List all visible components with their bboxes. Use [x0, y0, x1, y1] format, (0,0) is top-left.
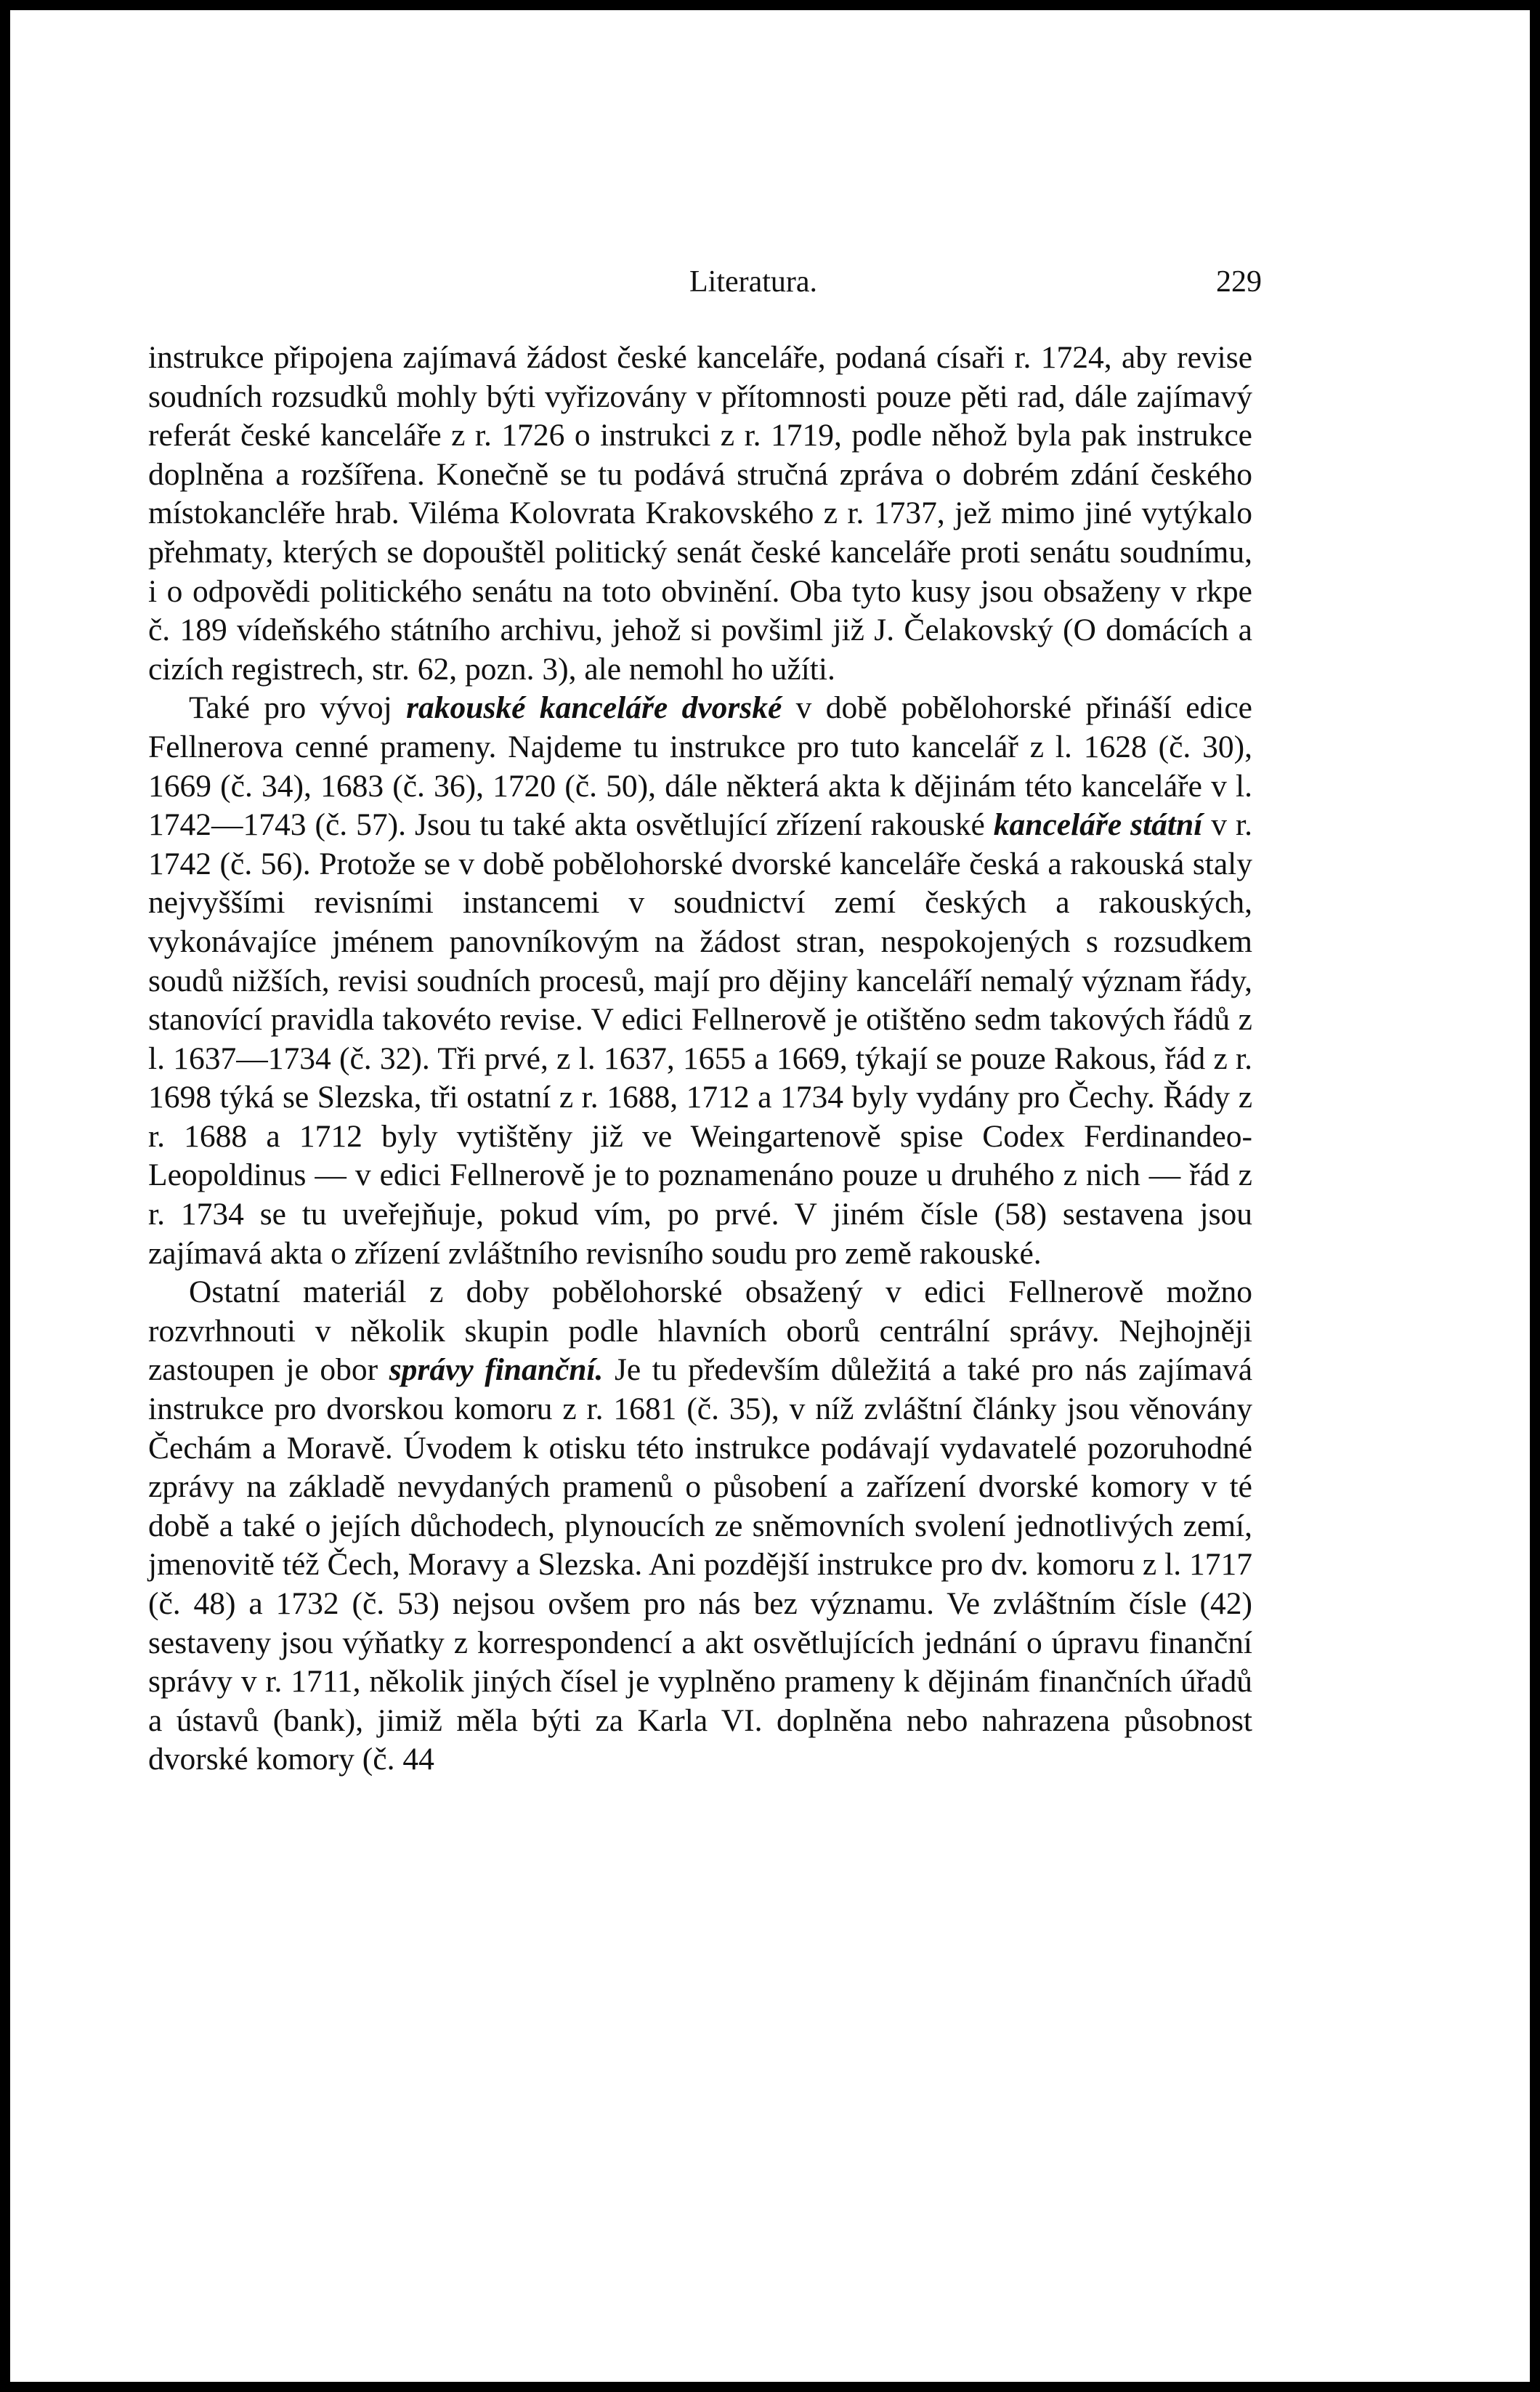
text-run: Také pro vývoj	[189, 690, 407, 726]
text-run: Ostatní materiál z doby pobělohorské obsažený v edici Fellnerově možno rozvrhnouti v několik skupin podle hlavních oborů centrální správy. Nejhojněji zastoupen je obor	[148, 1274, 1252, 1388]
body-text	[148, 339, 1252, 1779]
paragraph	[148, 339, 1252, 689]
paragraph	[148, 689, 1252, 1273]
italic-term: kanceláře státní	[993, 807, 1203, 843]
page-header	[10, 264, 1530, 308]
italic-term: rakouské kanceláře dvorské	[406, 690, 782, 726]
page-number: 229	[1216, 265, 1262, 299]
text-run: v r. 1742 (č. 56). Protože se v době pobělohorské dvorské kanceláře česká a rakouská staly nejvyššími revisními instancemi v soudnictví zemí českých a rakouských, vykonávajíce jménem panovníkovým na žádost stran, nespokojených s rozsudkem soudů nižších, revisi soudních procesů, mají pro dějiny kanceláří nemalý význam řády, stanovící pravidla takovéto revise. V edici Fellnerově je otištěno sedm takových řádů z l. 1637—1734 (č. 32). Tři prvé, z l. 1637, 1655 a 1669, týkají se pouze Rakous, řád z r. 1698 týká se Slezska, tři ostatní z r. 1688, 1712 a 1734 byly vydány pro Čechy. Řády z r. 1688 a 1712 byly vytištěny již ve Weingartenově spise Codex Ferdinandeo-Leopoldinus — v edici Fellnerově je to poznamenáno pouze u druhého z nich — řád z r. 1734 se tu uveřejňuje, pokud vím, po prvé. V jiném čísle (58) sestavena jsou zajímavá akta o zřízení zvláštního revisního soudu pro země rakouské.	[148, 807, 1253, 1271]
text-run: instrukce připojena zajímavá žádost české kanceláře, podaná císaři r. 1724, aby revise soudních rozsudků mohly býti vyřizovány v přítomnosti pouze pěti rad, dále zajímavý referát české kanceláře z r. 1726 o instrukci z r. 1719, podle něhož byla pak instrukce doplněna a rozšířena. Konečně se tu podává stručná zpráva o dobrém zdání českého místokancléře hrab. Viléma Kolovrata Krakovského z r. 1737, jež mimo jiné vytýkalo přehmaty, kterých se dopouštěl politický senát české kanceláře proti senátu soudnímu, i o odpovědi politického senátu na toto obvinění. Oba tyto kusy jsou obsaženy v rkpe č. 189 vídeňského státního archivu, jehož si povšiml již J. Čelakovský (O domácích a cizích registrech, str. 62, pozn. 3), ale nemohl ho užíti.	[148, 340, 1252, 687]
italic-term: správy finanční.	[389, 1352, 604, 1388]
text-run: v době pobělohorské přináší edice Fellnerova cenné prameny. Najdeme tu instrukce pro tuto kancelář z l. 1628 (č. 30), 1669 (č. 34), 1683 (č. 36), 1720 (č. 50), dále některá akta k dějinám této kanceláře v l. 1742—1743 (č. 57). Jsou tu také akta osvětlující zřízení rakouské	[148, 690, 1252, 843]
running-title: Literatura.	[689, 265, 818, 299]
text-run: Je tu především důležitá a také pro nás zajímavá instrukce pro dvorskou komoru z r. 1681 (č. 35), v níž zvláštní články jsou věnovány Čechám a Moravě. Úvodem k otisku této instrukce podávají vydavatelé pozoruhodné zprávy na základě nevydaných pramenů o působení a zařízení dvorské komory v té době a také o jejích důchodech, plynoucích ze sněmovních svolení jednotlivých zemí, jmenovitě též Čech, Moravy a Slezska. Ani pozdější instrukce pro dv. komoru z l. 1717 (č. 48) a 1732 (č. 53) nejsou ovšem pro nás bez významu. Ve zvláštním čísle (42) sestaveny jsou výňatky z korrespondencí a akt osvětlujících jednání o úpravu finanční správy v r. 1711, několik jiných čísel je vyplněno prameny k dějinám finančních úřadů a ústavů (bank), jimiž měla býti za Karla VI. doplněna nebo nahrazena působnost dvorské komory (č. 44	[148, 1352, 1252, 1777]
paragraph	[148, 1273, 1252, 1779]
page	[10, 10, 1530, 2382]
